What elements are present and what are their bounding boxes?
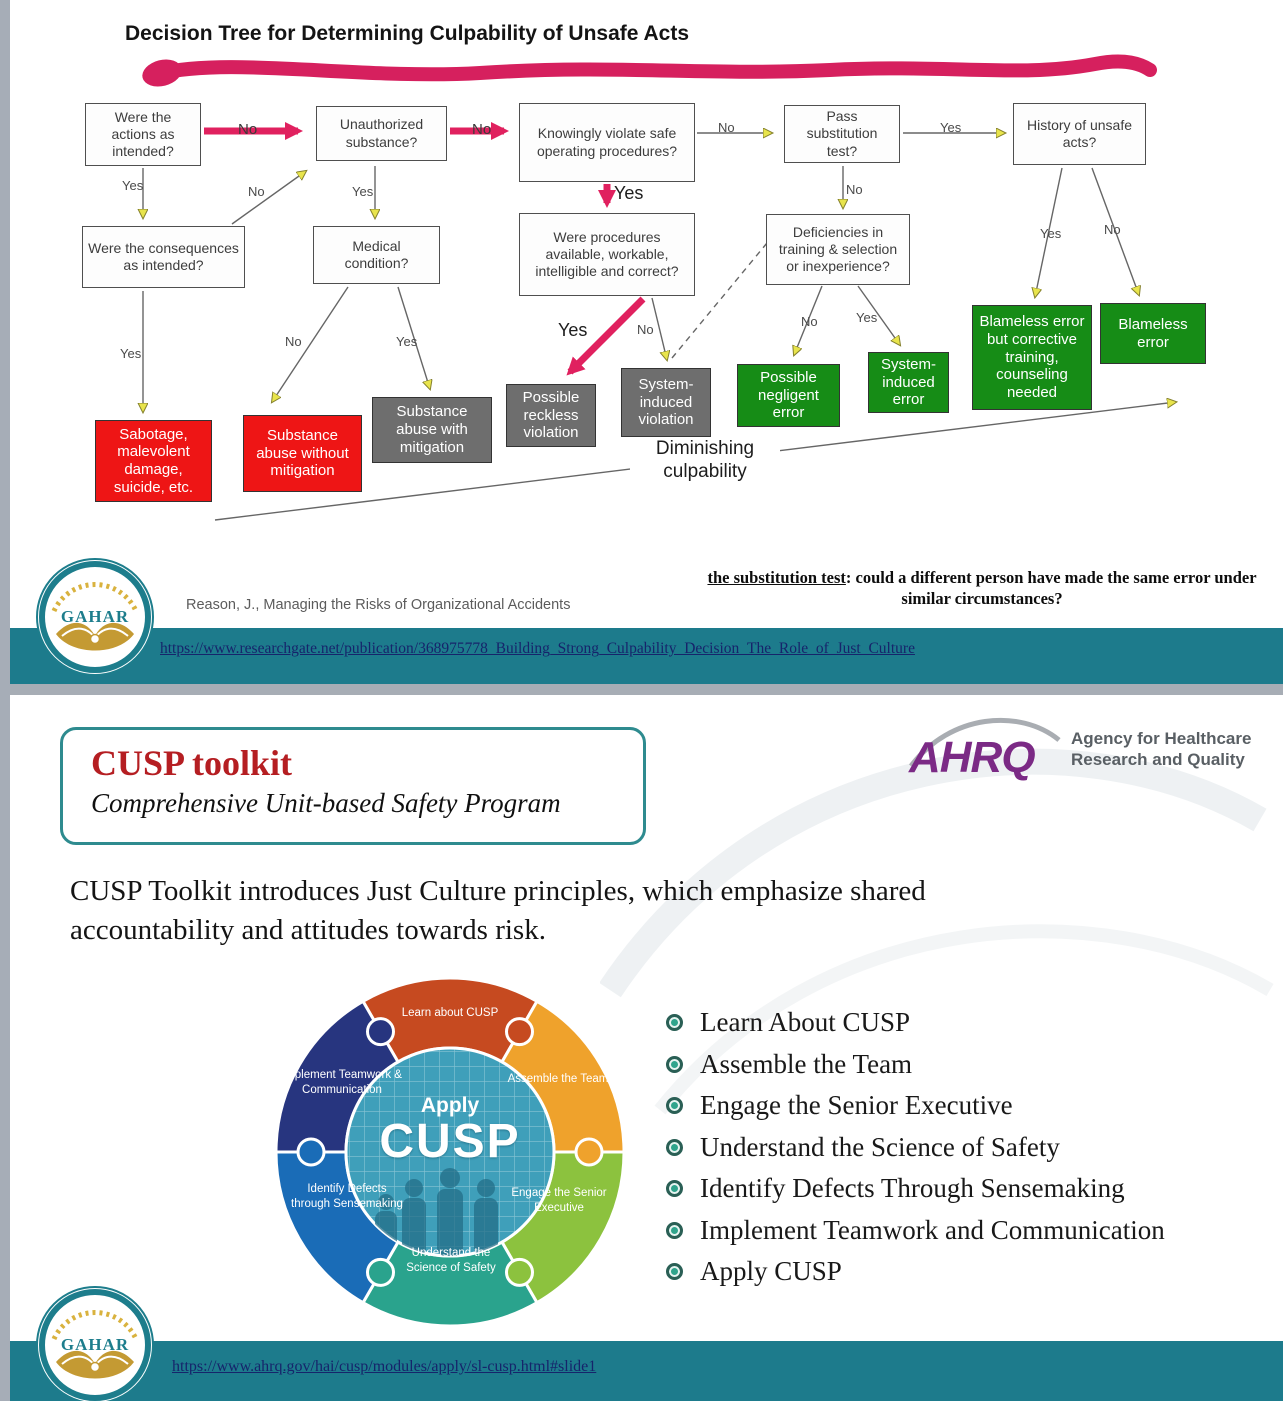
node-actions-intended	[85, 103, 201, 166]
outcome-label: Possible negligent error	[758, 368, 819, 422]
node-label: Unauthorized substance?	[339, 116, 424, 150]
bullet-icon	[666, 1180, 683, 1197]
list-item	[666, 1044, 1165, 1086]
list-item	[666, 1002, 1165, 1044]
list-item-label: Implement Teamwork and Communication	[700, 1214, 1165, 1245]
puzzle-center-cusp: CUSP	[379, 1115, 521, 1168]
ahrq-name-line1: Agency for Healthcare	[1071, 728, 1252, 748]
ahrq-name-line2: Research and Quality	[1071, 750, 1245, 769]
edge-label-yes: Yes	[396, 334, 418, 349]
list-item	[666, 1251, 1165, 1293]
edge-label-no: No	[1104, 222, 1121, 237]
edge-label-no: No	[801, 314, 818, 329]
bullet-icon	[666, 1014, 683, 1031]
node-label: Medical condition?	[344, 237, 409, 271]
bullet-icon	[666, 1222, 683, 1239]
outcome-system-error	[868, 352, 949, 413]
left-gray-strip	[0, 0, 10, 1401]
substitution-test-note	[688, 567, 1276, 610]
note-rest: : could a different person have made the same error under similar circumstances?	[845, 568, 1257, 609]
intro-paragraph: CUSP Toolkit introduces Just Culture principles, which emphasize shared accountability and attitudes towards risk.	[70, 875, 926, 947]
outcome-label: Substance abuse with mitigation	[396, 403, 468, 456]
outcome-label: Substance abuse without mitigation	[256, 426, 349, 480]
ahrq-name	[1071, 728, 1251, 771]
node-label: Were the consequences as intended?	[88, 239, 239, 273]
slide-divider	[0, 684, 1283, 695]
node-unauthorized-substance	[316, 106, 447, 161]
edge-label-yes: Yes	[352, 184, 374, 199]
gahar-logo-text: GAHAR	[60, 1335, 130, 1354]
edge-label-no: No	[637, 322, 654, 337]
puzzle-label-assemble: Assemble the Team	[507, 1073, 609, 1085]
edge-label-no: No	[238, 121, 258, 138]
edge-label-yes: Yes	[614, 183, 644, 203]
edge-label-no: No	[472, 121, 492, 138]
edge-label-no: No	[718, 120, 735, 135]
puzzle-label-implement: Implement Teamwork & Communication	[282, 1069, 402, 1096]
edge-label-no: No	[846, 182, 863, 197]
node-label: Deficiencies in training & selection or inexperience?	[778, 223, 898, 275]
citation-text: Reason, J., Managing the Risks of Organizational Accidents	[186, 597, 571, 613]
list-item-label: Identify Defects Through Sensemaking	[700, 1173, 1125, 1204]
gahar-logo	[34, 556, 156, 683]
cusp-toolkit-subtitle: Comprehensive Unit-based Safety Program	[91, 788, 561, 818]
list-item-label: Apply CUSP	[700, 1256, 842, 1287]
outcome-label: Blameless error but corrective training, counseling needed	[979, 313, 1085, 402]
cusp-toolkit-title: CUSP toolkit	[91, 743, 293, 783]
puzzle-knob	[368, 1019, 394, 1045]
puzzle-label-understand: Understand the Science of Safety	[406, 1247, 496, 1274]
edge-label-yes: Yes	[940, 120, 962, 135]
node-label: Knowingly violate safe operating procedures?	[536, 125, 678, 159]
edge-label-yes: Yes	[120, 346, 142, 361]
bullet-icon	[666, 1056, 683, 1073]
outcome-negligent-error	[737, 364, 840, 427]
ahrq-logo	[905, 708, 1251, 790]
list-item	[666, 1127, 1165, 1169]
ahrq-cusp-link[interactable]: https://www.ahrq.gov/hai/cusp/modules/apply/sl-cusp.html#slide1	[172, 1358, 597, 1375]
node-medical-condition	[313, 226, 440, 284]
puzzle-center-apply: Apply	[420, 1094, 480, 1117]
edge-label-no: No	[285, 334, 302, 349]
bullet-icon	[666, 1263, 683, 1280]
bullet-icon	[666, 1097, 683, 1114]
list-item-label: Learn About CUSP	[700, 1007, 911, 1038]
puzzle-knob	[507, 1019, 533, 1045]
list-item-label: Assemble the Team	[700, 1048, 913, 1079]
node-training-deficiencies	[766, 214, 910, 285]
list-item	[666, 1085, 1165, 1127]
outcome-substance-no-mitigation	[243, 415, 362, 492]
outcome-blameless	[1100, 303, 1206, 364]
ahrq-logo-mark	[905, 708, 1063, 790]
edge-label-yes: Yes	[558, 320, 588, 340]
list-item-label: Engage the Senior Executive	[700, 1090, 1013, 1121]
bullet-icon	[666, 1139, 683, 1156]
outcome-system-violation	[621, 368, 711, 437]
slide1-title: Decision Tree for Determining Culpability of Unsafe Acts	[125, 22, 689, 45]
note-lead: the substitution test	[707, 568, 846, 587]
puzzle-center-label	[274, 1094, 626, 1166]
outcome-label: Possible reckless violation	[522, 388, 580, 442]
researchgate-link[interactable]: https://www.researchgate.net/publication/368975778_Building_Strong_Culpability_Decision_The_Role_of_Just_Culture	[160, 640, 915, 657]
outcome-label: Blameless error	[1118, 315, 1188, 351]
node-substitution-test	[784, 105, 900, 163]
list-item	[666, 1210, 1165, 1252]
edge-label-no: No	[248, 184, 265, 199]
outcome-label: System-induced violation	[638, 375, 694, 429]
cusp-toolkit-card	[60, 727, 646, 845]
list-item	[666, 1168, 1165, 1210]
outcome-substance-with-mitigation	[372, 397, 492, 463]
outcome-label: Sabotage, malevolent damage, suicide, etc.	[113, 425, 194, 496]
edge-label-yes: Yes	[1040, 226, 1062, 241]
node-consequences-intended	[82, 226, 245, 288]
node-label: Were procedures available, workable, intelligible and correct?	[535, 228, 679, 280]
node-label: Pass substitution test?	[806, 108, 878, 159]
outcome-reckless-violation	[506, 384, 596, 447]
outcome-sabotage	[95, 420, 212, 502]
gahar-logo	[34, 1284, 156, 1401]
node-label: History of unsafe acts?	[1026, 116, 1133, 150]
gahar-logo-text: GAHAR	[60, 607, 130, 626]
node-procedures-available	[519, 213, 695, 296]
node-label: Were the actions as intended?	[111, 108, 175, 160]
diminishing-culpability-label: Diminishing culpability	[630, 438, 780, 484]
outcome-label: System-induced error	[880, 355, 936, 409]
cusp-module-list	[666, 1002, 1165, 1293]
node-history-unsafe-acts	[1013, 103, 1146, 165]
list-item-label: Understand the Science of Safety	[700, 1131, 1060, 1162]
cusp-puzzle-diagram	[274, 976, 626, 1328]
edge-label-yes: Yes	[856, 310, 878, 325]
puzzle-label-engage: Engage the Senior Executive	[511, 1187, 607, 1214]
ahrq-acronym: AHRQ	[909, 733, 1035, 782]
puzzle-label-identify: Identify Defects through Sensemaking	[291, 1183, 403, 1210]
outcome-blameless-corrective	[972, 305, 1092, 410]
edge-label-yes: Yes	[122, 178, 144, 193]
puzzle-label-learn: Learn about CUSP	[401, 1007, 499, 1019]
node-knowingly-violate	[519, 103, 695, 182]
